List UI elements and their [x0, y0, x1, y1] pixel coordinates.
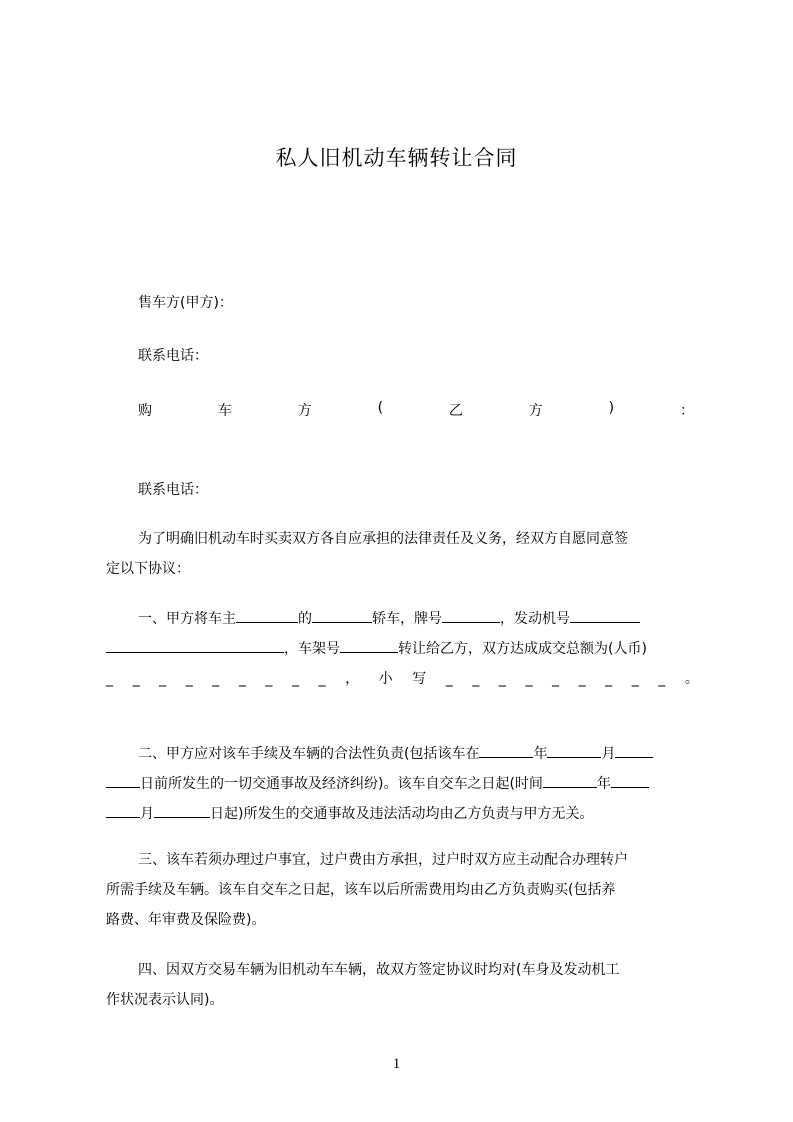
- clause-text: 一、甲方将车主: [138, 611, 236, 627]
- blank-handover-year: [543, 773, 597, 788]
- amount-mark: _: [185, 671, 193, 687]
- amount-mark: ，: [345, 671, 360, 687]
- clause-2-line: [106, 739, 699, 769]
- buyer-phone-label: 联系电话：: [138, 482, 208, 498]
- clause-text: 轿车，牌号: [372, 611, 442, 627]
- clause-3-line: 路费、年审费及保险费)。: [106, 912, 266, 928]
- amount-mark: 写: [412, 671, 427, 687]
- clause-1-line: [106, 604, 699, 634]
- clause-3: [106, 845, 699, 935]
- amount-mark: _: [525, 671, 533, 687]
- intro-line: 定以下协议：: [106, 561, 190, 577]
- clause-text: ，车架号: [284, 641, 340, 657]
- amount-mark: _: [318, 671, 326, 687]
- blank-engine-no-cont: [106, 638, 284, 653]
- amount-mark: _: [658, 671, 666, 687]
- clause-text: 日前所发生的一切交通事故及经济纠纷)。该车自交车之日起(时间: [140, 776, 543, 792]
- clause-3-line: 所需手续及车辆。该车自交车之日起，该车以后所需费用均由乙方负责购买(包括养: [106, 882, 616, 898]
- clause-2-line: [106, 769, 699, 799]
- blank-brand: [312, 608, 372, 623]
- buyer-label-char: 方: [528, 403, 543, 419]
- amount-mark: _: [445, 671, 453, 687]
- blank-day-cont: [106, 773, 140, 788]
- buyer-label-char: (: [377, 400, 384, 416]
- clause-4-line: 作状况表示认同)。: [106, 992, 224, 1008]
- seller-label: 售车方(甲方)：: [138, 295, 233, 311]
- intro-line: 为了明确旧机动车时买卖双方各自应承担的法律责任及义务，经双方自愿同意签: [138, 531, 628, 547]
- amount-mark: _: [578, 671, 586, 687]
- blank-handover-month-cont: [106, 803, 140, 818]
- blank-handover-day: [154, 803, 210, 818]
- clause-text: 月: [140, 806, 154, 822]
- clause-1: [106, 604, 699, 694]
- clause-text: 年: [533, 746, 548, 762]
- buyer-label: [138, 400, 694, 420]
- clause-1-amount-line: [106, 664, 699, 694]
- amount-mark: _: [498, 671, 506, 687]
- buyer-label-char: 车: [217, 403, 232, 419]
- amount-mark: _: [552, 671, 559, 687]
- amount-mark: _: [238, 671, 246, 687]
- amount-mark: _: [159, 671, 167, 687]
- clause-2: [106, 739, 699, 829]
- amount-mark: _: [265, 671, 273, 687]
- amount-mark: _: [106, 671, 113, 687]
- buyer-label-char: 方: [297, 403, 312, 419]
- amount-mark: _: [605, 671, 613, 687]
- seller-phone-label: 联系电话：: [138, 348, 208, 364]
- blank-plate: [442, 608, 500, 623]
- blank-owner: [236, 608, 298, 623]
- document-title: 私人旧机动车辆转让合同: [275, 146, 518, 170]
- clause-text: 日起)所发生的交通事故及违法活动均由乙方负责与甲方无关。: [210, 806, 594, 822]
- blank-month: [547, 743, 601, 758]
- clause-text: 月: [601, 746, 616, 762]
- amount-mark: 小: [378, 671, 393, 687]
- amount-mark: _: [291, 671, 299, 687]
- clause-text: 的: [298, 611, 312, 627]
- clause-text: ，发动机号: [500, 611, 570, 627]
- clause-2-line: [106, 799, 699, 829]
- amount-mark: _: [631, 671, 639, 687]
- blank-day: [615, 743, 653, 758]
- amount-mark: 。: [684, 671, 699, 687]
- buyer-label-char: 乙: [448, 403, 463, 419]
- blank-frame-no: [340, 638, 398, 653]
- blank-engine-no: [570, 608, 640, 623]
- page-number: 1: [392, 1056, 401, 1072]
- clause-text: 二、甲方应对该车手续及车辆的合法性负责(包括该车在: [138, 746, 480, 762]
- clause-3-line: 三、该车若须办理过户事宜，过户费由方承担，过户时双方应主动配合办理转户: [138, 852, 628, 868]
- buyer-label-char: ：: [679, 403, 694, 419]
- clause-4-line: 四、因双方交易车辆为旧机动车车辆，故双方签定协议时均对(车身及发动机工: [138, 962, 620, 978]
- amount-mark: _: [472, 671, 480, 687]
- buyer-label-char: 购: [138, 403, 152, 419]
- clause-4: [106, 955, 699, 1015]
- amount-mark: _: [212, 671, 220, 687]
- blank-year: [479, 743, 533, 758]
- blank-handover-month: [611, 773, 649, 788]
- clause-text: 转让给乙方，双方达成成交总额为(人币): [398, 641, 647, 657]
- clause-1-line: [106, 634, 699, 664]
- amount-mark: _: [132, 671, 140, 687]
- clause-text: 年: [596, 776, 611, 792]
- intro-paragraph: [106, 524, 699, 584]
- buyer-label-char: ): [608, 400, 615, 416]
